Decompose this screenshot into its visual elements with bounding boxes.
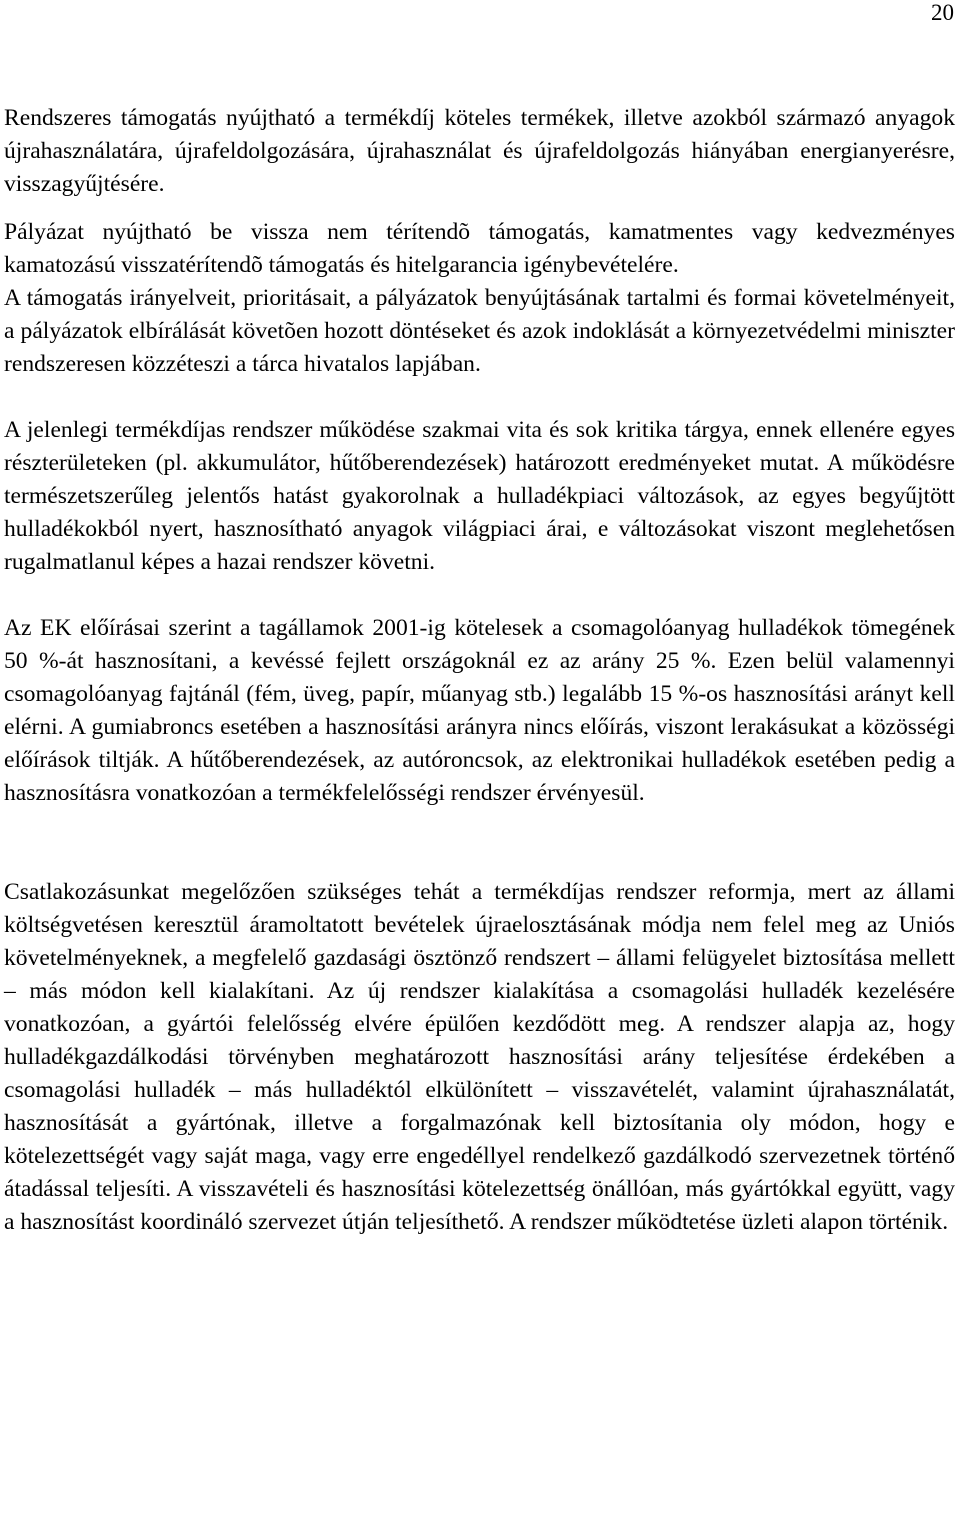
paragraph-application-types: Pályázat nyújtható be vissza nem térítendõ támogatás, kamatmentes vagy kedvezményes kamatozású visszatérítendõ támogatás és hitelgarancia igénybevételére. — [4, 219, 955, 278]
paragraph-guidelines-publication: A támogatás irányelveit, prioritásait, a pályázatok benyújtásának tartalmi és formai követelményeit, a pályázatok elbírálását követõen hozott döntéseket és azok indoklását a környezetvédelmi miniszter rendszeresen közzéteszi a tárca hivatalos lapjában. — [4, 285, 955, 377]
paragraph-support-eligibility: Rendszeres támogatás nyújtható a termékdíj köteles termékek, illetve azokból származó anyagok újrahasználatára, újrafeldolgozására, újrahasználat és újrafeldolgozás hiányában energianyerésre, visszagyűjtésére. — [4, 105, 955, 197]
document-body — [4, 102, 955, 1239]
page-number: 20 — [931, 0, 954, 25]
paragraph-system-reform: Csatlakozásunkat megelőzően szükséges tehát a termékdíjas rendszer reformja, mert az állami költségvetésen keresztül áramoltatott bevételek újraelosztásának módja nem felel meg az Uniós követelményeknek, a megfelelő gazdasági ösztönző rendszert – állami felügyelet biztosítása mellett – más módon kell kialakítani. Az új rendszer kialakítása a csomagolási hulladék kezelésére vonatkozóan, a gyártói felelősség elvére épülően kezdődött meg. A rendszer alapja az, hogy hulladékgazdálkodási törvényben meghatározott hasznosítási arány teljesítése érdekében a csomagolási hulladék – más hulladéktól elkülönített – visszavételét, valamint újrahasználatát, hasznosítását a gyártónak, illetve a forgalmazónak kell biztosítania oly módon, hogy e kötelezettségét vagy saját maga, vagy erre engedéllyel rendelkező gazdálkodó szervezetnek történő átadással teljesíti. A visszavételi és hasznosítási kötelezettség önállóan, más gyártókkal együtt, vagy a hasznosítást koordináló szervezet útján teljesíthető. A rendszer működtetése üzleti alapon történik. — [4, 879, 955, 1235]
paragraph-ec-requirements: Az EK előírásai szerint a tagállamok 2001-ig kötelesek a csomagolóanyag hulladékok tömegének 50 %-át hasznosítani, a kevéssé fejlett országoknál ez az arány 25 %. Ezen belül valamennyi csomagolóanyag fajtánál (fém, üveg, papír, műanyag stb.) legalább 15 %-os hasznosítási arányt kell elérni. A gumiabroncs esetében a hasznosítási arányra nincs előírás, viszont lerakásukat a közösségi előírások tiltják. A hűtőberendezések, az autóroncsok, az elektronikai hulladékok esetében pedig a hasznosításra vonatkozóan a termékfelelősségi rendszer érvényesül. — [4, 615, 955, 806]
paragraph-current-system: A jelenlegi termékdíjas rendszer működése szakmai vita és sok kritika tárgya, ennek ellenére egyes részterületeken (pl. akkumulátor, hűtőberendezések) határozott eredményeket mutat. A működésre természetszerűleg jelentős hatást gyakorolnak a hulladékpiaci változások, az egyes begyűjtött hulladékokból nyert, hasznosítható anyagok világpiaci árai, e változásokat viszont meglehetősen rugalmatlanul képes a hazai rendszer követni. — [4, 417, 955, 575]
